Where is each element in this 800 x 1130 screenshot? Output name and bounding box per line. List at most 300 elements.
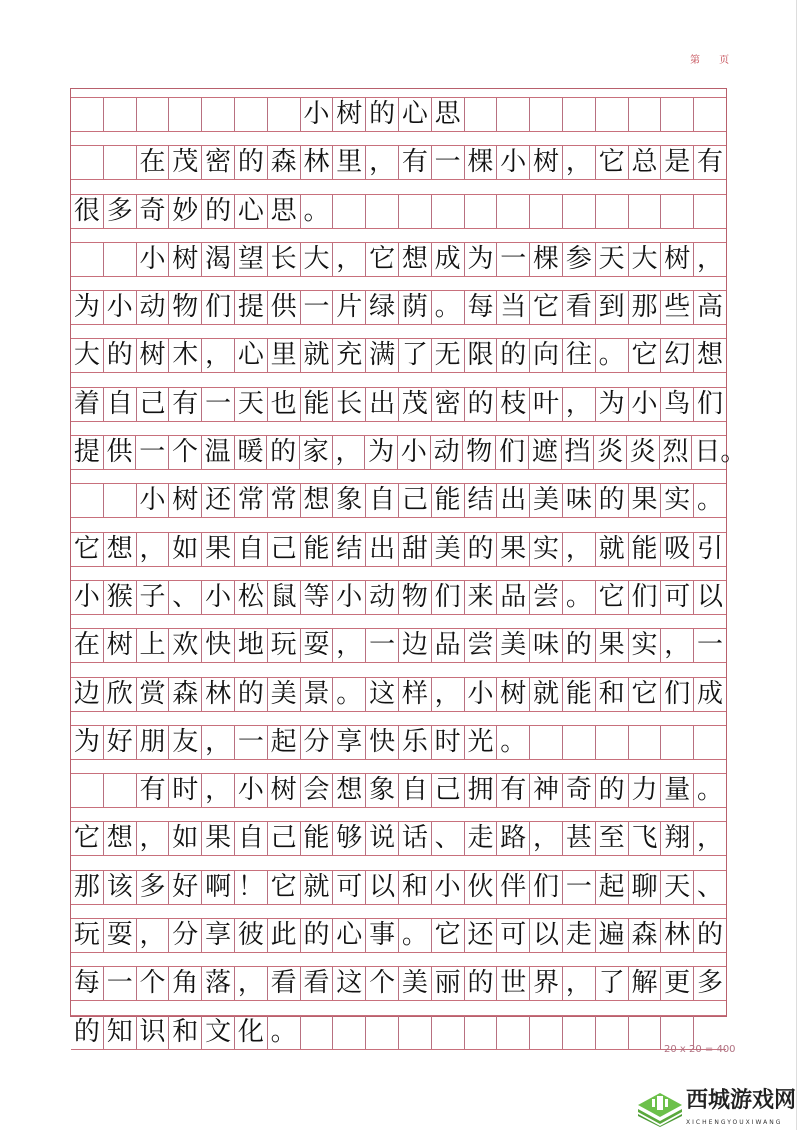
grid-cell	[497, 1016, 530, 1049]
grid-cell: 引	[697, 533, 724, 564]
grid-cell: 实	[629, 629, 662, 662]
grid-cell: 们	[530, 871, 563, 904]
grid-cell: 味	[530, 629, 563, 662]
grid-row	[71, 532, 726, 567]
grid-cell: 大	[301, 243, 334, 276]
grid-cell: 一	[136, 436, 169, 469]
grid-cell: 飞	[629, 822, 662, 855]
page-edge	[796, 0, 797, 1130]
grid-cell: 茂	[399, 388, 432, 421]
grid-cell: 自	[104, 388, 137, 421]
grid-cell: 每	[465, 291, 498, 324]
grid-cell: 妙	[169, 195, 202, 228]
grid-cell: 棵	[530, 243, 563, 276]
grid-cell: 边	[399, 629, 432, 662]
grid-cell: 解	[629, 967, 662, 1000]
title-row	[71, 97, 726, 132]
grid-cell: 自	[235, 822, 268, 855]
grid-cell: 天	[235, 388, 268, 421]
grid-cell: 能	[629, 533, 662, 566]
grid-cell: 该	[104, 871, 137, 904]
grid-cell: 的	[235, 146, 268, 179]
grid-cell: 果	[202, 533, 235, 566]
grid-cell: 欣	[104, 678, 137, 711]
grid-row	[71, 387, 726, 422]
grid-cell: 看	[268, 967, 301, 1000]
grid-row	[71, 1015, 726, 1050]
grid-cell: ，	[235, 967, 268, 1000]
grid-cell	[596, 98, 629, 131]
grid-cell: 、	[697, 871, 724, 902]
grid-row	[71, 773, 726, 808]
grid-cell: 它	[629, 678, 662, 711]
grid-cell	[497, 98, 530, 131]
grid-cell: 烈	[660, 436, 693, 469]
grid-cell	[104, 774, 137, 807]
grid-row	[71, 966, 726, 1001]
grid-cell	[694, 726, 726, 759]
grid-cell: 动	[137, 291, 170, 324]
grid-cell: 小	[333, 581, 366, 614]
grid-cell	[497, 195, 530, 228]
grid-cell: 林	[661, 919, 694, 952]
grid-cell: 炎	[627, 436, 660, 469]
grid-cell: 。	[697, 485, 724, 516]
grid-row	[71, 145, 726, 180]
grid-cell: 们	[629, 581, 662, 614]
grid-cell: 想	[104, 533, 137, 566]
grid-cell: ，	[563, 967, 596, 1000]
grid-cell	[465, 98, 498, 131]
grid-cell: 。	[697, 775, 724, 806]
grid-cell: 子	[137, 581, 170, 614]
grid-cell: 聊	[629, 871, 662, 904]
grid-cell: 玩	[71, 919, 104, 952]
grid-cell	[629, 726, 662, 759]
grid-cell: 可	[661, 581, 694, 614]
grid-cell: 以	[366, 871, 399, 904]
grid-cell: 还	[202, 484, 235, 517]
grid-cell	[694, 98, 726, 131]
grid-cell	[629, 195, 662, 228]
grid-cell: 提	[235, 291, 268, 324]
grid-cell	[465, 1016, 498, 1049]
grid-cell: 的	[235, 678, 268, 711]
grid-cell	[596, 195, 629, 228]
page-number-label: 第 页	[690, 55, 738, 66]
grid-cell: 美	[268, 678, 301, 711]
grid-cell: 就	[596, 533, 629, 566]
grid-cell: 密	[202, 146, 235, 179]
grid-cell: 小	[465, 678, 498, 711]
grid-cell: 耍	[104, 919, 137, 952]
grid-cell: 它	[596, 581, 629, 614]
grid-cell: 心	[333, 919, 366, 952]
grid-cell: 出	[497, 484, 530, 517]
grid-cell: 能	[432, 484, 465, 517]
grid-cell: 分	[301, 726, 334, 759]
grid-cell: 更	[661, 967, 694, 1000]
grid-cell: 一	[235, 726, 268, 759]
grid-cell: 美	[432, 533, 465, 566]
grid-cell: 长	[333, 388, 366, 421]
grid-cell: 很	[71, 195, 104, 228]
grid-cell: 有	[169, 388, 202, 421]
grid-cell: ，	[333, 436, 366, 469]
grid-cell: ，	[563, 388, 596, 421]
grid-cell: 想	[104, 822, 137, 855]
grid-cell: 树	[169, 484, 202, 517]
grid-cell: 树	[530, 146, 563, 179]
grid-cell: 和	[399, 871, 432, 904]
grid-cell: 样	[399, 678, 432, 711]
grid-cell: 实	[530, 533, 563, 566]
grid-cell: 满	[366, 339, 399, 372]
grid-row	[71, 290, 726, 325]
grid-cell: 一	[202, 388, 235, 421]
grid-cell: 美	[399, 967, 432, 1000]
grid-cell: 有	[137, 774, 170, 807]
grid-cell: 动	[431, 436, 464, 469]
grid-cell: 朋	[137, 726, 170, 759]
grid-cell: 快	[366, 726, 399, 759]
grid-cell: 小	[432, 871, 465, 904]
grid-cell: 当	[497, 291, 530, 324]
grid-cell	[202, 98, 235, 131]
grid-cell	[596, 1016, 629, 1049]
grid-cell: 品	[432, 629, 465, 662]
grid-cell: 啊	[202, 871, 235, 904]
grid-cell: 伙	[465, 871, 498, 904]
grid-cell: 心	[235, 339, 268, 372]
grid-cell	[629, 98, 662, 131]
grid-cell: 茂	[169, 146, 202, 179]
grid-cell	[399, 1016, 432, 1049]
grid-cell: 小	[202, 581, 235, 614]
grid-cell: 树	[268, 774, 301, 807]
grid-row	[71, 870, 726, 905]
grid-cell: 树	[137, 339, 170, 372]
grid-cell: 鼠	[268, 581, 301, 614]
grid-row	[71, 677, 726, 712]
grid-cell: 的	[465, 388, 498, 421]
grid-cell: 为	[71, 726, 104, 759]
grid-cell: 渴	[202, 243, 235, 276]
grid-cell	[169, 98, 202, 131]
grid-cell: 大	[71, 339, 104, 372]
grid-cell: 起	[268, 726, 301, 759]
grid-cell	[333, 1016, 366, 1049]
grid-cell: 出	[366, 388, 399, 421]
grid-cell: ，	[366, 146, 399, 179]
grid-cell: 说	[366, 822, 399, 855]
grid-row	[71, 338, 726, 373]
grid-cell: 那	[71, 871, 104, 904]
grid-cell: 的	[697, 920, 724, 951]
grid-cell: 角	[169, 967, 202, 1000]
grid-cell: 己	[432, 774, 465, 807]
grid-cell: 它	[268, 871, 301, 904]
grid-cell: 时	[432, 726, 465, 759]
grid-cell: 一	[563, 871, 596, 904]
grid-cell: 奇	[563, 774, 596, 807]
grid-cell: 参	[563, 243, 596, 276]
grid-cell: 好	[169, 871, 202, 904]
grid-cell: 它	[71, 822, 104, 855]
grid-cell: 结	[465, 484, 498, 517]
grid-cell: 尝	[465, 629, 498, 662]
grid-cell: 到	[596, 291, 629, 324]
grid-cell	[563, 98, 596, 131]
title-char-cell: 思	[432, 98, 465, 131]
grid-cell: 每	[71, 967, 104, 1000]
grid-cell: 的	[104, 339, 137, 372]
grid-cell: 向	[530, 339, 563, 372]
grid-cell: ，	[137, 919, 170, 952]
grid-cell: 就	[530, 678, 563, 711]
grid-cell: 、	[432, 822, 465, 855]
grid-cell	[530, 726, 563, 759]
grid-cell: 分	[169, 919, 202, 952]
grid-cell: 想	[333, 774, 366, 807]
grid-cell: 。	[596, 339, 629, 372]
grid-cell: 们	[202, 291, 235, 324]
grid-row	[71, 918, 726, 953]
grid-cell: 想	[301, 484, 334, 517]
grid-cell: 如	[169, 822, 202, 855]
grid-cell: 林	[202, 678, 235, 711]
grid-cell: 话	[399, 822, 432, 855]
grid-count-label: 20 x 20 = 400	[664, 1044, 736, 1055]
grid-cell: 力	[629, 774, 662, 807]
grid-cell: 品	[497, 581, 530, 614]
grid-cell	[71, 774, 104, 807]
grid-cell: 往	[563, 339, 596, 372]
grid-cell: 玩	[268, 629, 301, 662]
grid-cell: 常	[268, 484, 301, 517]
grid-cell: 成	[432, 243, 465, 276]
grid-cell	[629, 1016, 662, 1049]
grid-cell: ，	[137, 822, 170, 855]
grid-cell: 能	[563, 678, 596, 711]
grid-cell: 为	[365, 436, 398, 469]
grid-cell: 日。	[694, 437, 747, 468]
grid-cell: 物	[399, 581, 432, 614]
grid-cell: 们	[697, 388, 724, 419]
grid-cell	[104, 484, 137, 517]
watermark	[636, 1088, 800, 1130]
grid-cell: 化	[235, 1016, 268, 1049]
grid-cell: 起	[596, 871, 629, 904]
grid-cell: 木	[169, 339, 202, 372]
grid-cell: 美	[530, 484, 563, 517]
grid-cell: 欢	[169, 629, 202, 662]
grid-cell: ，	[333, 629, 366, 662]
grid-cell: 为	[596, 388, 629, 421]
grid-row	[71, 435, 747, 470]
grid-cell: 。	[399, 919, 432, 952]
grid-cell: 果	[629, 484, 662, 517]
grid-cell: 看	[563, 291, 596, 324]
grid-cell: ，	[333, 243, 366, 276]
grid-cell: 松	[235, 581, 268, 614]
grid-cell: 会	[301, 774, 334, 807]
grid-cell: 美	[497, 629, 530, 662]
grid-cell: 彼	[235, 919, 268, 952]
grid-cell	[530, 195, 563, 228]
grid-cell	[661, 195, 694, 228]
grid-cell: 一	[366, 629, 399, 662]
grid-row	[71, 580, 726, 615]
grid-cell: 它	[596, 146, 629, 179]
grid-cell: 了	[596, 967, 629, 1000]
grid-cell: 树	[104, 629, 137, 662]
grid-cell: 一	[697, 630, 724, 661]
grid-cell: 翔	[661, 822, 694, 855]
grid-cell: 实	[661, 484, 694, 517]
grid-cell: ，	[661, 629, 694, 662]
grid-cell: 自	[366, 484, 399, 517]
grid-cell: 象	[333, 484, 366, 517]
grid-cell: 思	[268, 195, 301, 228]
watermark-logo-icon	[636, 1091, 684, 1127]
grid-cell: 天	[596, 243, 629, 276]
grid-cell: 是	[661, 146, 694, 179]
grid-cell: 森	[629, 919, 662, 952]
grid-cell: 小	[137, 484, 170, 517]
grid-cell: 小	[104, 291, 137, 324]
grid-cell: 一	[104, 967, 137, 1000]
grid-cell: 树	[497, 678, 530, 711]
grid-cell: 有	[497, 774, 530, 807]
grid-cell: ！	[235, 871, 268, 904]
grid-cell: 来	[465, 581, 498, 614]
grid-cell: 世	[497, 967, 530, 1000]
grid-cell: 尝	[530, 581, 563, 614]
grid-cell: 片	[333, 291, 366, 324]
grid-cell	[596, 726, 629, 759]
grid-cell: 的	[301, 919, 334, 952]
grid-cell: 此	[268, 919, 301, 952]
grid-cell: 边	[71, 678, 104, 711]
grid-cell: 走	[563, 919, 596, 952]
grid-cell: 想	[399, 243, 432, 276]
grid-cell: 己	[268, 822, 301, 855]
grid-cell	[104, 243, 137, 276]
grid-cell: 可	[333, 871, 366, 904]
grid-cell	[399, 195, 432, 228]
grid-cell: 有	[697, 147, 724, 178]
grid-cell	[661, 98, 694, 131]
grid-cell: 小	[137, 243, 170, 276]
grid-cell: 里	[333, 146, 366, 179]
grid-cell: 丽	[432, 967, 465, 1000]
grid-cell: 的	[267, 436, 300, 469]
grid-cell: 它	[366, 243, 399, 276]
grid-cell	[235, 98, 268, 131]
grid-cell: 和	[169, 1016, 202, 1049]
grid-cell: 密	[432, 388, 465, 421]
grid-cell: 以	[697, 581, 724, 612]
grid-cell: 家	[300, 436, 333, 469]
grid-cell: 耍	[301, 629, 334, 662]
grid-cell: 果	[596, 629, 629, 662]
grid-cell: 享	[333, 726, 366, 759]
grid-cell: 天	[661, 871, 694, 904]
grid-cell	[694, 195, 726, 228]
grid-cell: 充	[333, 339, 366, 372]
grid-row	[71, 242, 726, 277]
grid-cell: 多	[697, 968, 724, 999]
grid-cell: 自	[235, 533, 268, 566]
title-char-cell: 树	[333, 98, 366, 131]
grid-cell: 就	[301, 339, 334, 372]
grid-cell: 和	[596, 678, 629, 711]
grid-cell: 好	[104, 726, 137, 759]
grid-cell: ，	[697, 243, 724, 274]
grid-cell: 够	[333, 822, 366, 855]
grid-cell: 走	[465, 822, 498, 855]
grid-cell: 吸	[661, 533, 694, 566]
grid-cell: 多	[137, 871, 170, 904]
grid-cell: 出	[366, 533, 399, 566]
grid-cell	[71, 98, 104, 131]
grid-cell: 们	[432, 581, 465, 614]
grid-cell: 己	[137, 388, 170, 421]
grid-cell: 识	[137, 1016, 170, 1049]
composition-grid	[70, 88, 747, 1047]
grid-cell: 落	[202, 967, 235, 1000]
grid-cell: 为	[71, 291, 104, 324]
grid-cell	[104, 146, 137, 179]
grid-cell: 大	[629, 243, 662, 276]
grid-cell: 小	[497, 146, 530, 179]
grid-cell: 量	[661, 774, 694, 807]
grid-cell: 多	[104, 195, 137, 228]
grid-cell	[104, 98, 137, 131]
grid-cell: 知	[104, 1016, 137, 1049]
grid-cell: 快	[202, 629, 235, 662]
grid-cell: 成	[697, 678, 724, 709]
grid-cell: 棵	[465, 146, 498, 179]
grid-cell	[563, 195, 596, 228]
grid-cell: 。	[432, 291, 465, 324]
grid-cell: ，	[530, 822, 563, 855]
grid-cell	[366, 1016, 399, 1049]
grid-cell: 拥	[465, 774, 498, 807]
grid-cell: ，	[697, 823, 724, 854]
grid-row	[71, 628, 726, 663]
grid-cell: 甚	[563, 822, 596, 855]
grid-cell: 味	[563, 484, 596, 517]
grid-cell: 总	[629, 146, 662, 179]
grid-cell: 等	[301, 581, 334, 614]
grid-cell: 还	[465, 919, 498, 952]
grid-cell: 绿	[366, 291, 399, 324]
grid-cell: ，	[202, 774, 235, 807]
grid-cell: 果	[497, 533, 530, 566]
grid-cell: 幻	[661, 339, 694, 372]
grid-cell: 了	[399, 339, 432, 372]
grid-cell: 的	[465, 533, 498, 566]
grid-cell: 享	[202, 919, 235, 952]
grid-cell: 个	[366, 967, 399, 1000]
grid-cell: 路	[497, 822, 530, 855]
grid-cell: 森	[268, 146, 301, 179]
grid-cell: 伴	[497, 871, 530, 904]
grid-cell: 在	[71, 629, 104, 662]
grid-cell: 荫	[399, 291, 432, 324]
